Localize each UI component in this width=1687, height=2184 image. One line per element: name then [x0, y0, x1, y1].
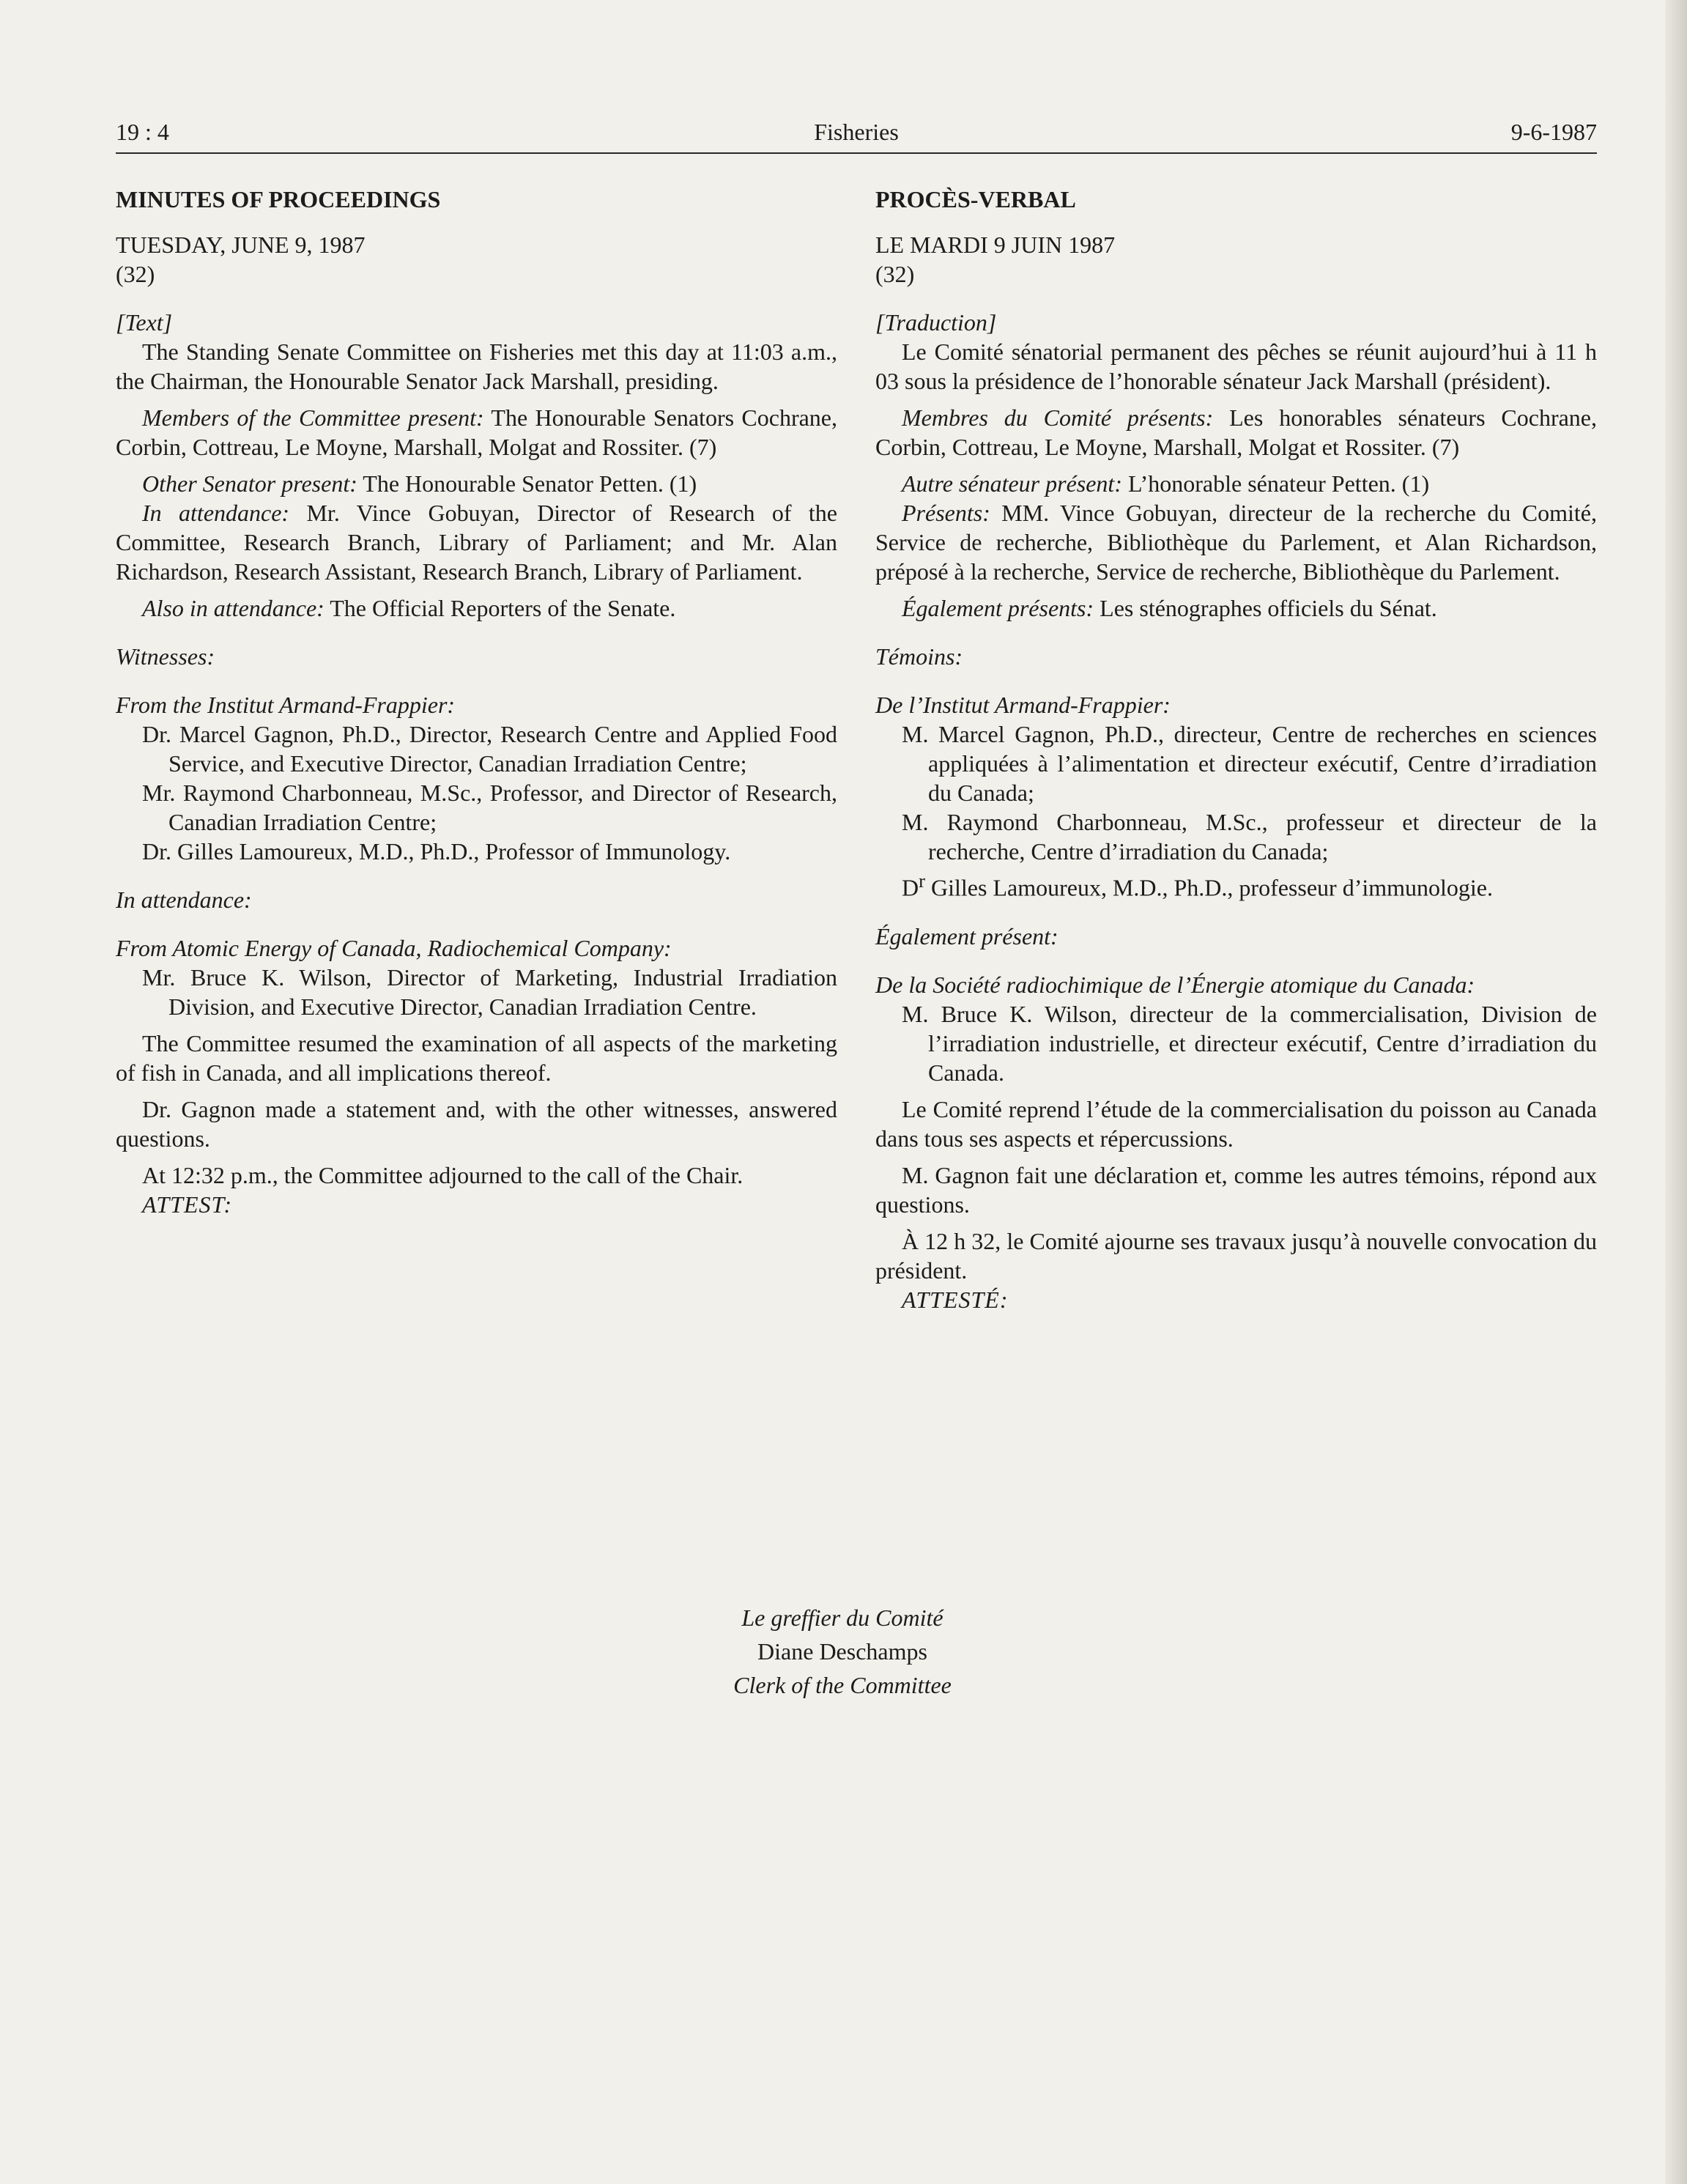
witness-gagnon: Dr. Marcel Gagnon, Ph.D., Director, Research Centre and Applied Food Service, and Executive Director, Canadian Irradiation Centre; [142, 721, 837, 777]
attest-label-fr: ATTESTÉ: [902, 1286, 1009, 1313]
other-text: The Honourable Senator Petten. (1) [357, 470, 697, 497]
from-atomic-energy: From Atomic Energy of Canada, Radiochemical Company: [116, 935, 672, 961]
members-label: Members of the Committee present: [142, 404, 484, 431]
doctor-abbrev: D [902, 874, 919, 901]
clerk-title-en: Clerk of the Committee [733, 1672, 952, 1698]
also-attendance-paragraph-fr [875, 593, 1597, 623]
from-institut-fr: De l’Institut Armand-Frappier: [875, 692, 1171, 718]
adjourned-paragraph-fr: À 12 h 32, le Comité ajourne ses travaux jusqu’à nouvelle convocation du président. [875, 1227, 1597, 1284]
meeting-number-fr: (32) [875, 261, 915, 287]
section-heading-fr: PROCÈS-VERBAL [875, 186, 1076, 212]
intro-paragraph-fr: Le Comité sénatorial permanent des pêches se réunit aujourd’hui à 11 h 03 sous la présidence de l’honorable sénateur Jack Marshall (président). [875, 338, 1597, 394]
witnesses-label-fr: Témoins: [875, 643, 963, 670]
other-label-fr: Autre sénateur présent: [902, 470, 1122, 497]
witness-lamoureux-text: Gilles Lamoureux, M.D., Ph.D., professeur d’immunologie. [925, 874, 1493, 901]
clerk-name: Diane Deschamps [757, 1638, 927, 1665]
statement-paragraph-fr: M. Gagnon fait une déclaration et, comme les autres témoins, répond aux questions. [875, 1161, 1597, 1218]
section-heading: MINUTES OF PROCEEDINGS [116, 186, 441, 212]
witness-gagnon-fr: M. Marcel Gagnon, Ph.D., directeur, Centre de recherches en sciences appliquées à l’alimentation et directeur exécutif, Centre d’irradiation du Canada; [902, 721, 1597, 806]
witness-wilson-fr: M. Bruce K. Wilson, directeur de la commercialisation, Division de l’irradiation industrielle, et directeur exécutif, Centre d’irradiation du Canada. [902, 1000, 1597, 1086]
meeting-date: TUESDAY, JUNE 9, 1987 [116, 232, 366, 258]
statement-paragraph: Dr. Gagnon made a statement and, with the other witnesses, answered questions. [116, 1096, 837, 1152]
members-text-fr: Les honorables sénateurs Cochrane, Corbin, Cottreau, Le Moyne, Marshall, Molgat et Rossiter. (7) [875, 404, 1598, 460]
publication-title: Fisheries [814, 119, 899, 145]
in-attendance-label: In attendance: [116, 886, 252, 913]
from-institut: From the Institut Armand-Frappier: [116, 692, 456, 718]
attendance-label-fr: Présents: [902, 500, 990, 526]
resumed-paragraph-fr: Le Comité reprend l’étude de la commercialisation du poisson au Canada dans tous ses aspects et répercussions. [875, 1095, 1597, 1152]
also-label-fr: Également présents: [902, 595, 1094, 621]
also-attendance-paragraph [116, 593, 837, 623]
signature-block [513, 1601, 1172, 1702]
other-senator-paragraph-fr [875, 469, 1597, 498]
resumed-paragraph: The Committee resumed the examination of all aspects of the marketing of fish in Canada, and all implications thereof. [116, 1030, 837, 1086]
english-column [116, 185, 837, 1219]
page-number: 19 : 4 [116, 119, 169, 145]
doctor-abbrev-sup: r [919, 870, 925, 892]
also-text: The Official Reporters of the Senate. [324, 595, 676, 621]
attendance-text-fr: MM. Vince Gobuyan, directeur de la recherche du Comité, Service de recherche, Bibliothèque du Parlement, et Alan Richardson, préposé à la recherche, Service de recherche, Bibliothèque du Parlement. [875, 500, 1597, 585]
other-text-fr: L’honorable sénateur Petten. (1) [1121, 470, 1430, 497]
attest-label: ATTEST: [142, 1191, 233, 1218]
running-header [116, 116, 1597, 152]
members-paragraph [116, 403, 837, 462]
adjourned-paragraph: At 12:32 p.m., the Committee adjourned to the call of the Chair. [142, 1162, 744, 1188]
other-label: Other Senator present: [142, 470, 357, 497]
intro-paragraph: The Standing Senate Committee on Fisheries met this day at 11:03 a.m., the Chairman, the Honourable Senator Jack Marshall, presiding. [116, 338, 837, 394]
attendance-label: In attendance: [142, 500, 290, 526]
french-column [875, 185, 1597, 1314]
witnesses-label: Witnesses: [116, 643, 215, 670]
from-atomic-energy-fr: De la Société radiochimique de l’Énergie atomique du Canada: [875, 971, 1475, 998]
attendance-text: Mr. Vince Gobuyan, Director of Research of the Committee, Research Branch, Library of Parliament; and Mr. Alan Richardson, Research Assistant, Research Branch, Library of Parliament. [116, 500, 838, 585]
members-text: The Honourable Senators Cochrane, Corbin, Cottreau, Le Moyne, Marshall, Molgat and Rossiter. (7) [116, 404, 838, 460]
meeting-number: (32) [116, 261, 155, 287]
witness-lamoureux-fr [875, 866, 1597, 903]
meeting-date-fr: LE MARDI 9 JUIN 1987 [875, 232, 1116, 258]
attendance-paragraph-fr [875, 498, 1597, 586]
header-date: 9-6-1987 [1510, 119, 1597, 145]
witness-lamoureux: Dr. Gilles Lamoureux, M.D., Ph.D., Professor of Immunology. [142, 838, 731, 865]
text-tag: [Text] [116, 309, 173, 336]
page-edge-shadow [1665, 0, 1687, 2184]
attendance-paragraph [116, 498, 837, 586]
witness-wilson: Mr. Bruce K. Wilson, Director of Marketing, Industrial Irradiation Division, and Executive Director, Canadian Irradiation Centre. [142, 964, 837, 1020]
text-tag-fr: [Traduction] [875, 309, 997, 336]
also-label: Also in attendance: [142, 595, 325, 621]
also-text-fr: Les sténographes officiels du Sénat. [1094, 595, 1437, 621]
clerk-title-fr: Le greffier du Comité [741, 1604, 943, 1631]
members-paragraph-fr [875, 403, 1597, 462]
witness-charbonneau: Mr. Raymond Charbonneau, M.Sc., Professor, and Director of Research, Canadian Irradiation Centre; [142, 780, 837, 835]
members-label-fr: Membres du Comité présents: [902, 404, 1214, 431]
other-senator-paragraph [116, 469, 837, 498]
in-attendance-label-fr: Également présent: [875, 922, 1058, 950]
header-rule [116, 152, 1597, 154]
witness-charbonneau-fr: M. Raymond Charbonneau, M.Sc., professeur et directeur de la recherche, Centre d’irradiation du Canada; [902, 809, 1597, 865]
